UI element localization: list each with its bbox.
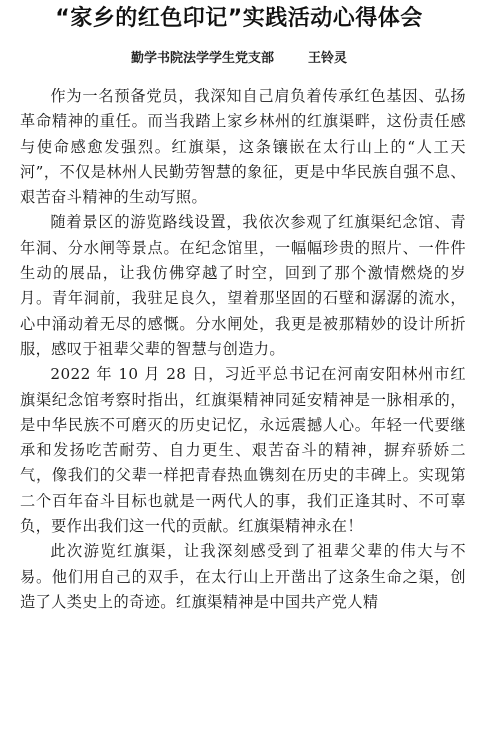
paragraph-2: 随着景区的游览路线设置，我依次参观了红旗渠纪念馆、青年洞、分水闸等景点。在纪念馆里，一幅幅珍贵的照片、一件件生动的展品，让我仿佛穿越了时空，回到了那个激情燃烧的岁月。青年洞前，我驻足良久，望着那坚固的石壁和潺潺的流水，心中涌动着无尽的感慨。分水闸处，我更是被那精妙的设计所折服，感叹于祖辈父辈的智慧与创造力。 xyxy=(20,213,466,358)
paragraph-1: 作为一名预备党员，我深知自己肩负着传承红色基因、弘扬革命精神的重任。而当我踏上家乡林州的红旗渠畔，这份责任感与使命感愈发强烈。红旗渠，这条镶嵌在太行山上的“人工天河”，不仅是林州人民勤劳智慧的象征，更是中华民族自强不息、艰苦奋斗精神的生动写照。 xyxy=(20,87,466,207)
document-body xyxy=(20,84,466,615)
byline-author: 王铃灵 xyxy=(308,51,348,66)
byline-organization: 勤学书院法学学生党支部 xyxy=(130,51,274,66)
paragraph-4: 此次游览红旗渠，让我深刻感受到了祖辈父辈的伟大与不易。他们用自己的双手，在太行山上开凿出了这条生命之渠，创造了人类史上的奇迹。红旗渠精神是中国共产党人精 xyxy=(20,542,466,611)
byline xyxy=(0,50,478,68)
paragraph-3: 2022 年 10 月 28 日，习近平总书记在河南安阳林州市红旗渠纪念馆考察时指出，红旗渠精神同延安精神是一脉相承的，是中华民族不可磨灭的历史记忆，永远震撼人心。年轻一代要继承和发扬吃苦耐劳、自力更生、艰苦奋斗的精神，摒弃骄娇二气，像我们的父辈一样把青春热血镌刻在历史的丰碑上。实现第二个百年奋斗目标也就是一两代人的事，我们正逢其时、不可辜负，要作出我们这一代的贡献。红旗渠精神永在！ xyxy=(20,365,466,536)
document-title: “家乡的红色印记”实践活动心得体会 xyxy=(55,6,423,31)
